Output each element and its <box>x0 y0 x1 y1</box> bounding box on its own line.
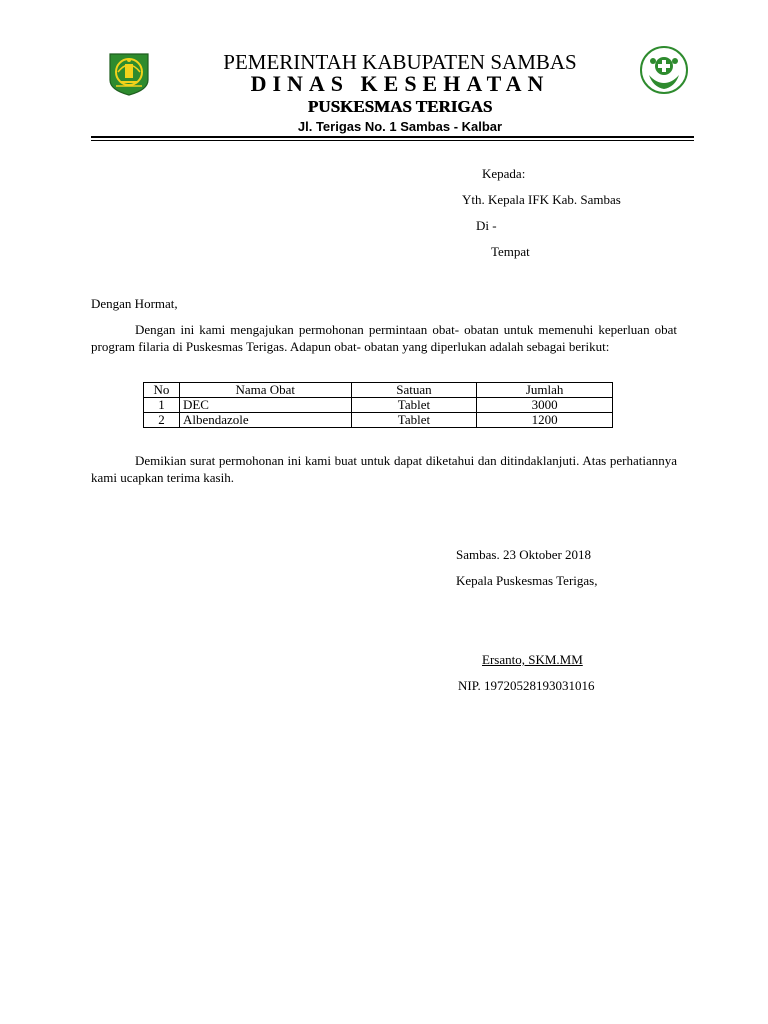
signature-place-date: Sambas. 23 Oktober 2018 <box>456 547 592 562</box>
recipient-di: Di - <box>476 218 497 233</box>
medicine-table <box>143 382 613 428</box>
bakti-husada-logo-icon <box>639 45 689 95</box>
paragraph-closing: Demikian surat permohonan ini kami buat untuk dapat diketahui dan ditindaklanjuti. Atas perhatiannya kami ucapkan terima kasih. <box>91 453 677 485</box>
header-puskesmas: PUSKESMAS TERIGAS <box>307 97 493 116</box>
recipient-tempat: Tempat <box>491 244 530 259</box>
table-cell-jumlah: 3000 <box>477 398 613 413</box>
table-cell-no: 1 <box>144 398 180 413</box>
table-cell-satuan: Tablet <box>351 413 477 428</box>
table-cell-no: 2 <box>144 413 180 428</box>
signature-position: Kepala Puskesmas Terigas, <box>456 573 598 588</box>
sambas-regency-logo-icon <box>104 50 154 96</box>
signature-nip: NIP. 19720528193031016 <box>458 678 595 693</box>
table-cell-jumlah: 1200 <box>477 413 613 428</box>
table-cell-satuan: Tablet <box>351 398 477 413</box>
signature-name: Ersanto, SKM.MM <box>482 652 583 667</box>
header-address: Jl. Terigas No. 1 Sambas - Kalbar <box>297 119 503 134</box>
table-header-nama-obat: Nama Obat <box>179 383 351 398</box>
header-department: DINAS KESEHATAN <box>250 71 550 96</box>
table-row <box>144 413 613 428</box>
header-government: PEMERINTAH KABUPATEN SAMBAS <box>223 50 577 74</box>
table-header-no: No <box>144 383 180 398</box>
paragraph-request: Dengan ini kami mengajukan permohonan permintaan obat- obatan untuk memenuhi keperluan obat program filaria di Puskesmas Terigas. Adapun obat- obatan yang diperlukan adalah sebagai berikut: <box>91 322 677 354</box>
table-row <box>144 398 613 413</box>
table-header-row <box>144 383 613 398</box>
greeting: Dengan Hormat, <box>91 296 178 311</box>
table-cell-nama-obat: DEC <box>179 398 351 413</box>
recipient-yth: Yth. Kepala IFK Kab. Sambas <box>462 192 621 207</box>
table-header-satuan: Satuan <box>351 383 477 398</box>
table-cell-nama-obat: Albendazole <box>179 413 351 428</box>
table-header-jumlah: Jumlah <box>477 383 613 398</box>
recipient-kepada: Kepada: <box>482 166 526 181</box>
header-divider-thin <box>91 140 694 141</box>
header-divider-thick <box>91 136 694 138</box>
